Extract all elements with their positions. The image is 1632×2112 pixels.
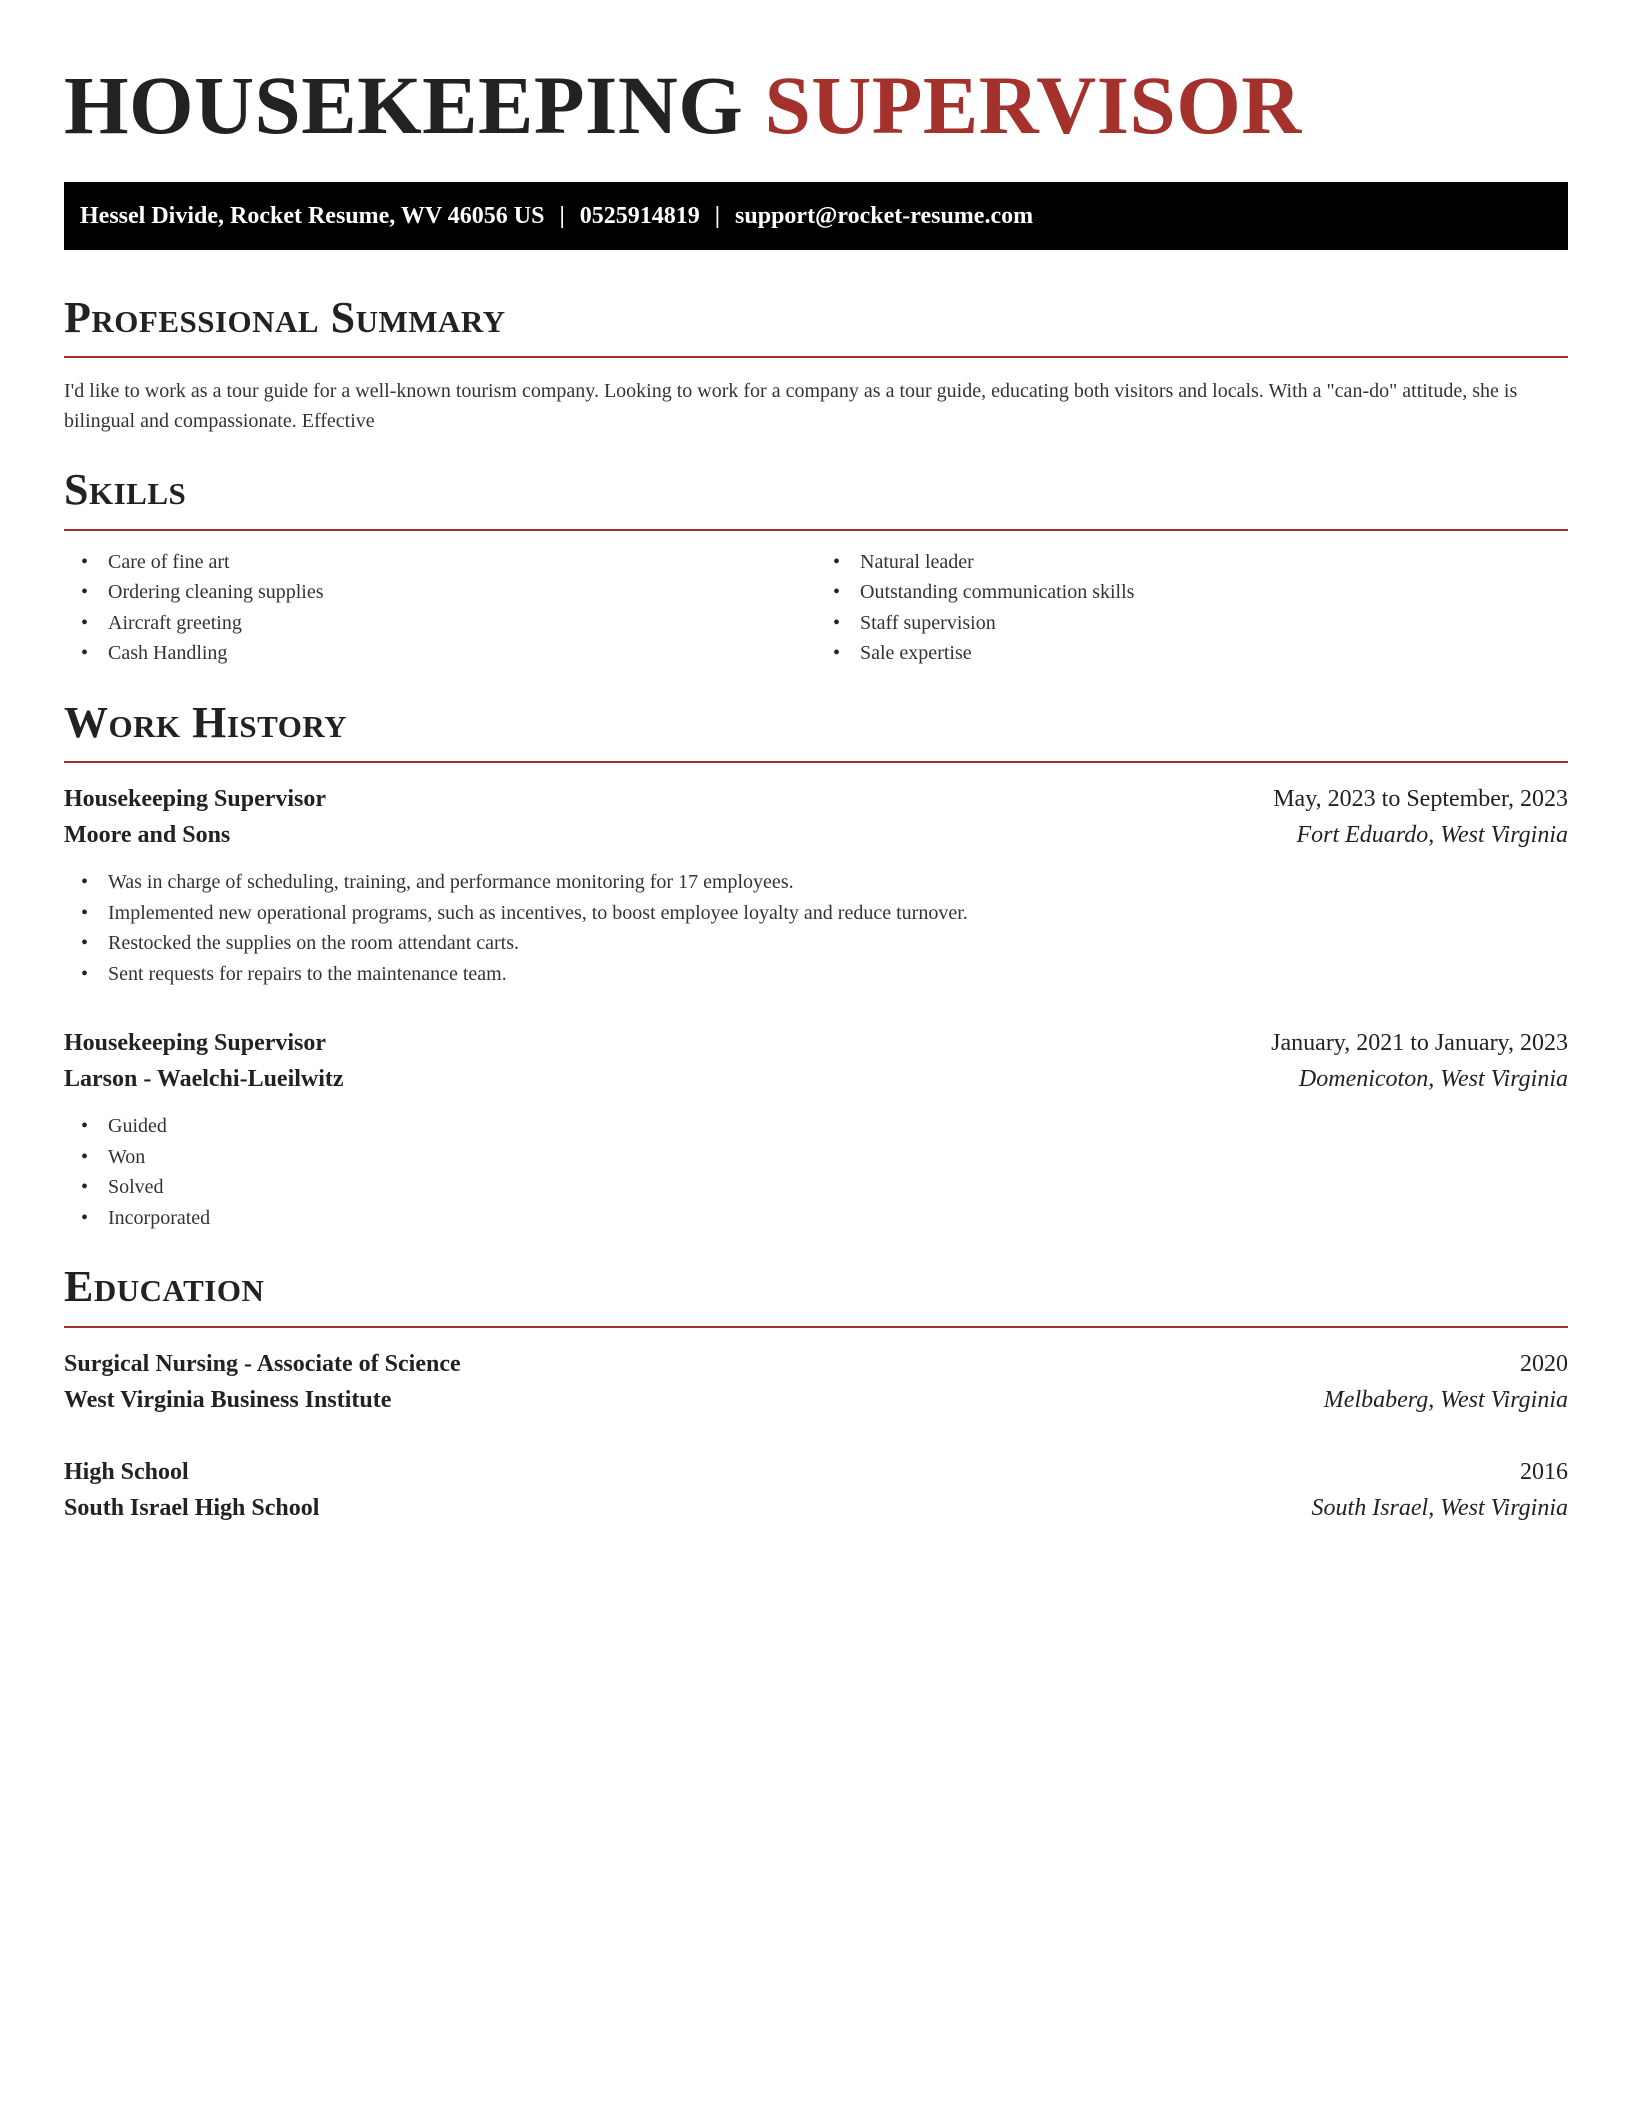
skill-item: • Ordering cleaning supplies: [64, 577, 816, 608]
summary-section: [64, 294, 1568, 436]
job-duties-list: [64, 867, 1568, 989]
resume-title: [64, 56, 1568, 151]
job-duty: • Guided: [64, 1111, 1568, 1142]
skills-list-left: [64, 547, 816, 669]
education-school-row: [64, 1490, 1568, 1526]
education-degree: Surgical Nursing - Associate of Science: [64, 1350, 461, 1377]
education-year: 2020: [1520, 1350, 1568, 1377]
job-company-row: [64, 817, 1568, 853]
education-heading: Education: [64, 1262, 265, 1312]
job-location: Fort Eduardo, West Virginia: [1296, 822, 1568, 849]
skill-item: • Staff supervision: [816, 608, 1568, 639]
skill-item: • Natural leader: [816, 547, 1568, 578]
job-entry: [64, 781, 1568, 989]
summary-heading: Professional Summary: [64, 293, 506, 342]
job-duty: • Implemented new operational programs, such as incentives, to boost employee loyalty and reduce turnover.: [64, 898, 1568, 929]
skill-item: • Care of fine art: [64, 547, 816, 578]
education-location: Melbaberg, West Virginia: [1323, 1386, 1568, 1413]
section-divider: [64, 356, 1568, 358]
education-entry: [64, 1454, 1568, 1526]
education-school: South Israel High School: [64, 1494, 320, 1521]
summary-text: I'd like to work as a tour guide for a well-known tourism company. Looking to work for a company as a tour guide, educating both visitors and locals. With a "can-do" attitude, she is bilingual and compassionate. Effective: [64, 380, 1518, 433]
contact-phone: 0525914819: [579, 202, 700, 229]
title-part-1: HOUSEKEEPING: [64, 59, 744, 151]
job-dates: January, 2021 to January, 2023: [1271, 1030, 1568, 1057]
education-school: West Virginia Business Institute: [64, 1386, 392, 1413]
education-location: South Israel, West Virginia: [1311, 1494, 1568, 1521]
section-divider: [64, 761, 1568, 763]
contact-email: support@rocket-resume.com: [735, 202, 1034, 229]
skills-list-right: [816, 547, 1568, 669]
job-title: Housekeeping Supervisor: [64, 786, 327, 813]
job-title: Housekeeping Supervisor: [64, 1030, 327, 1057]
education-entry: [64, 1346, 1568, 1418]
job-dates: May, 2023 to September, 2023: [1273, 786, 1568, 813]
title-part-2: SUPERVISOR: [764, 59, 1302, 151]
job-company-row: [64, 1061, 1568, 1097]
contact-separator: |: [714, 202, 721, 229]
job-company: Larson - Waelchi-Lueilwitz: [64, 1066, 344, 1093]
skill-item: • Sale expertise: [816, 638, 1568, 669]
job-entry: [64, 1025, 1568, 1233]
job-duty: • Restocked the supplies on the room attendant carts.: [64, 928, 1568, 959]
job-duty: • Solved: [64, 1172, 1568, 1203]
work-history-heading: Work History: [64, 697, 348, 747]
skills-heading: Skills: [64, 465, 187, 515]
skill-item: • Cash Handling: [64, 638, 816, 669]
job-company: Moore and Sons: [64, 822, 231, 849]
skill-item: • Outstanding communication skills: [816, 577, 1568, 608]
skills-section: [64, 466, 1568, 668]
education-section: [64, 1263, 1568, 1525]
job-duty: • Incorporated: [64, 1203, 1568, 1234]
work-history-section: [64, 699, 1568, 1233]
education-degree: High School: [64, 1458, 189, 1485]
education-header-row: [64, 1346, 1568, 1382]
section-divider: [64, 529, 1568, 531]
skill-item: • Aircraft greeting: [64, 608, 816, 639]
job-header-row: [64, 781, 1568, 817]
education-header-row: [64, 1454, 1568, 1490]
job-duty: • Was in charge of scheduling, training, and performance monitoring for 17 employees.: [64, 867, 1568, 898]
skills-grid: [64, 547, 1568, 669]
section-divider: [64, 1326, 1568, 1328]
job-duty: • Won: [64, 1142, 1568, 1173]
contact-separator: |: [559, 202, 565, 229]
job-header-row: [64, 1025, 1568, 1061]
contact-bar: [64, 182, 1568, 250]
job-location: Domenicoton, West Virginia: [1298, 1066, 1568, 1093]
education-year: 2016: [1520, 1458, 1568, 1485]
contact-address: Hessel Divide, Rocket Resume, WV 46056 US: [80, 202, 545, 229]
job-duty: • Sent requests for repairs to the maintenance team.: [64, 959, 1568, 990]
job-duties-list: [64, 1111, 1568, 1233]
education-school-row: [64, 1382, 1568, 1418]
